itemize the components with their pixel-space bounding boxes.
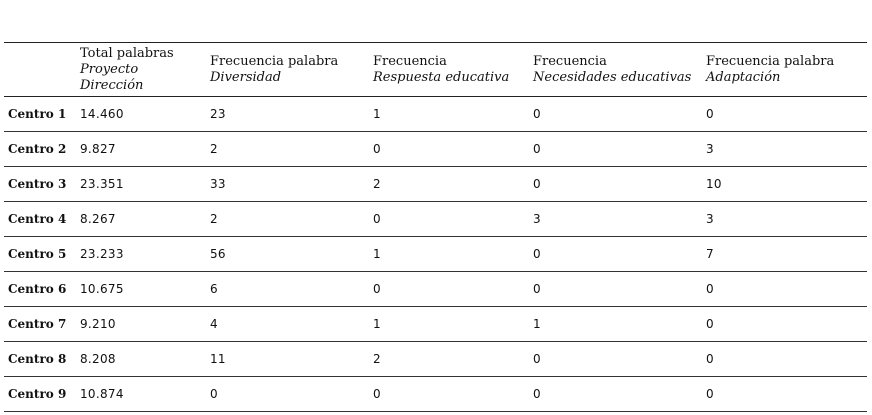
table-row bbox=[4, 272, 867, 307]
table-row bbox=[4, 167, 867, 202]
cell-diversidad: 6 bbox=[210, 282, 218, 296]
table-row bbox=[4, 97, 867, 132]
cell-respuesta-educativa: 1 bbox=[373, 247, 381, 261]
cell-necesidades-educativas: 0 bbox=[533, 177, 541, 191]
cell-adaptacion: 0 bbox=[706, 107, 714, 121]
data-table-container bbox=[4, 42, 867, 412]
cell-adaptacion: 0 bbox=[706, 282, 714, 296]
cell-respuesta-educativa: 0 bbox=[373, 282, 381, 296]
cell-diversidad: 0 bbox=[210, 387, 218, 401]
header-sub: Necesidades educativas bbox=[533, 69, 692, 85]
cell-necesidades-educativas: 0 bbox=[533, 282, 541, 296]
header-main: Total palabras bbox=[80, 45, 174, 61]
header-diversidad bbox=[206, 43, 369, 97]
word-frequency-table bbox=[4, 42, 867, 412]
cell-adaptacion: 7 bbox=[706, 247, 714, 261]
cell-diversidad: 4 bbox=[210, 317, 218, 331]
header-main: Frecuencia bbox=[533, 53, 607, 69]
cell-diversidad: 11 bbox=[210, 352, 226, 366]
header-sub: Respuesta educativa bbox=[373, 69, 510, 85]
table-row bbox=[4, 307, 867, 342]
cell-necesidades-educativas: 0 bbox=[533, 387, 541, 401]
cell-respuesta-educativa: 0 bbox=[373, 212, 381, 226]
header-sub: Diversidad bbox=[210, 69, 282, 85]
row-label: Centro 6 bbox=[8, 281, 67, 296]
cell-necesidades-educativas: 0 bbox=[533, 142, 541, 156]
row-label: Centro 7 bbox=[8, 316, 67, 331]
cell-diversidad: 2 bbox=[210, 212, 218, 226]
cell-diversidad: 33 bbox=[210, 177, 226, 191]
cell-respuesta-educativa: 1 bbox=[373, 107, 381, 121]
table-header-row bbox=[4, 43, 867, 97]
cell-diversidad: 56 bbox=[210, 247, 226, 261]
cell-necesidades-educativas: 0 bbox=[533, 247, 541, 261]
table-row bbox=[4, 237, 867, 272]
row-label: Centro 8 bbox=[8, 351, 67, 366]
header-corner bbox=[4, 43, 76, 97]
cell-adaptacion: 3 bbox=[706, 212, 714, 226]
cell-total-palabras: 8.267 bbox=[80, 212, 116, 226]
cell-adaptacion: 0 bbox=[706, 317, 714, 331]
table-row bbox=[4, 377, 867, 412]
table-row bbox=[4, 342, 867, 377]
cell-necesidades-educativas: 3 bbox=[533, 212, 541, 226]
header-respuesta-educativa bbox=[369, 43, 529, 97]
header-necesidades-educativas bbox=[529, 43, 702, 97]
header-main: Frecuencia palabra bbox=[706, 53, 835, 69]
row-label: Centro 2 bbox=[8, 141, 67, 156]
cell-necesidades-educativas: 0 bbox=[533, 352, 541, 366]
cell-diversidad: 2 bbox=[210, 142, 218, 156]
row-label: Centro 4 bbox=[8, 211, 67, 226]
cell-diversidad: 23 bbox=[210, 107, 226, 121]
header-sub: Proyecto Dirección bbox=[80, 61, 144, 93]
header-main: Frecuencia palabra bbox=[210, 53, 339, 69]
cell-total-palabras: 23.233 bbox=[80, 247, 124, 261]
table-row bbox=[4, 202, 867, 237]
row-label: Centro 9 bbox=[8, 386, 67, 401]
cell-adaptacion: 3 bbox=[706, 142, 714, 156]
header-adaptacion bbox=[702, 43, 867, 97]
cell-total-palabras: 10.874 bbox=[80, 387, 124, 401]
cell-respuesta-educativa: 2 bbox=[373, 352, 381, 366]
header-sub: Adaptación bbox=[706, 69, 781, 85]
cell-respuesta-educativa: 0 bbox=[373, 387, 381, 401]
row-label: Centro 5 bbox=[8, 246, 67, 261]
cell-adaptacion: 10 bbox=[706, 177, 722, 191]
cell-respuesta-educativa: 1 bbox=[373, 317, 381, 331]
row-label: Centro 3 bbox=[8, 176, 67, 191]
cell-total-palabras: 8.208 bbox=[80, 352, 116, 366]
cell-respuesta-educativa: 2 bbox=[373, 177, 381, 191]
cell-necesidades-educativas: 0 bbox=[533, 107, 541, 121]
cell-adaptacion: 0 bbox=[706, 352, 714, 366]
table-row bbox=[4, 132, 867, 167]
cell-total-palabras: 9.210 bbox=[80, 317, 116, 331]
cell-total-palabras: 23.351 bbox=[80, 177, 124, 191]
cell-total-palabras: 14.460 bbox=[80, 107, 124, 121]
header-main: Frecuencia bbox=[373, 53, 447, 69]
header-total-palabras bbox=[76, 43, 206, 97]
cell-respuesta-educativa: 0 bbox=[373, 142, 381, 156]
cell-total-palabras: 9.827 bbox=[80, 142, 116, 156]
cell-necesidades-educativas: 1 bbox=[533, 317, 541, 331]
cell-total-palabras: 10.675 bbox=[80, 282, 124, 296]
cell-adaptacion: 0 bbox=[706, 387, 714, 401]
row-label: Centro 1 bbox=[8, 106, 67, 121]
